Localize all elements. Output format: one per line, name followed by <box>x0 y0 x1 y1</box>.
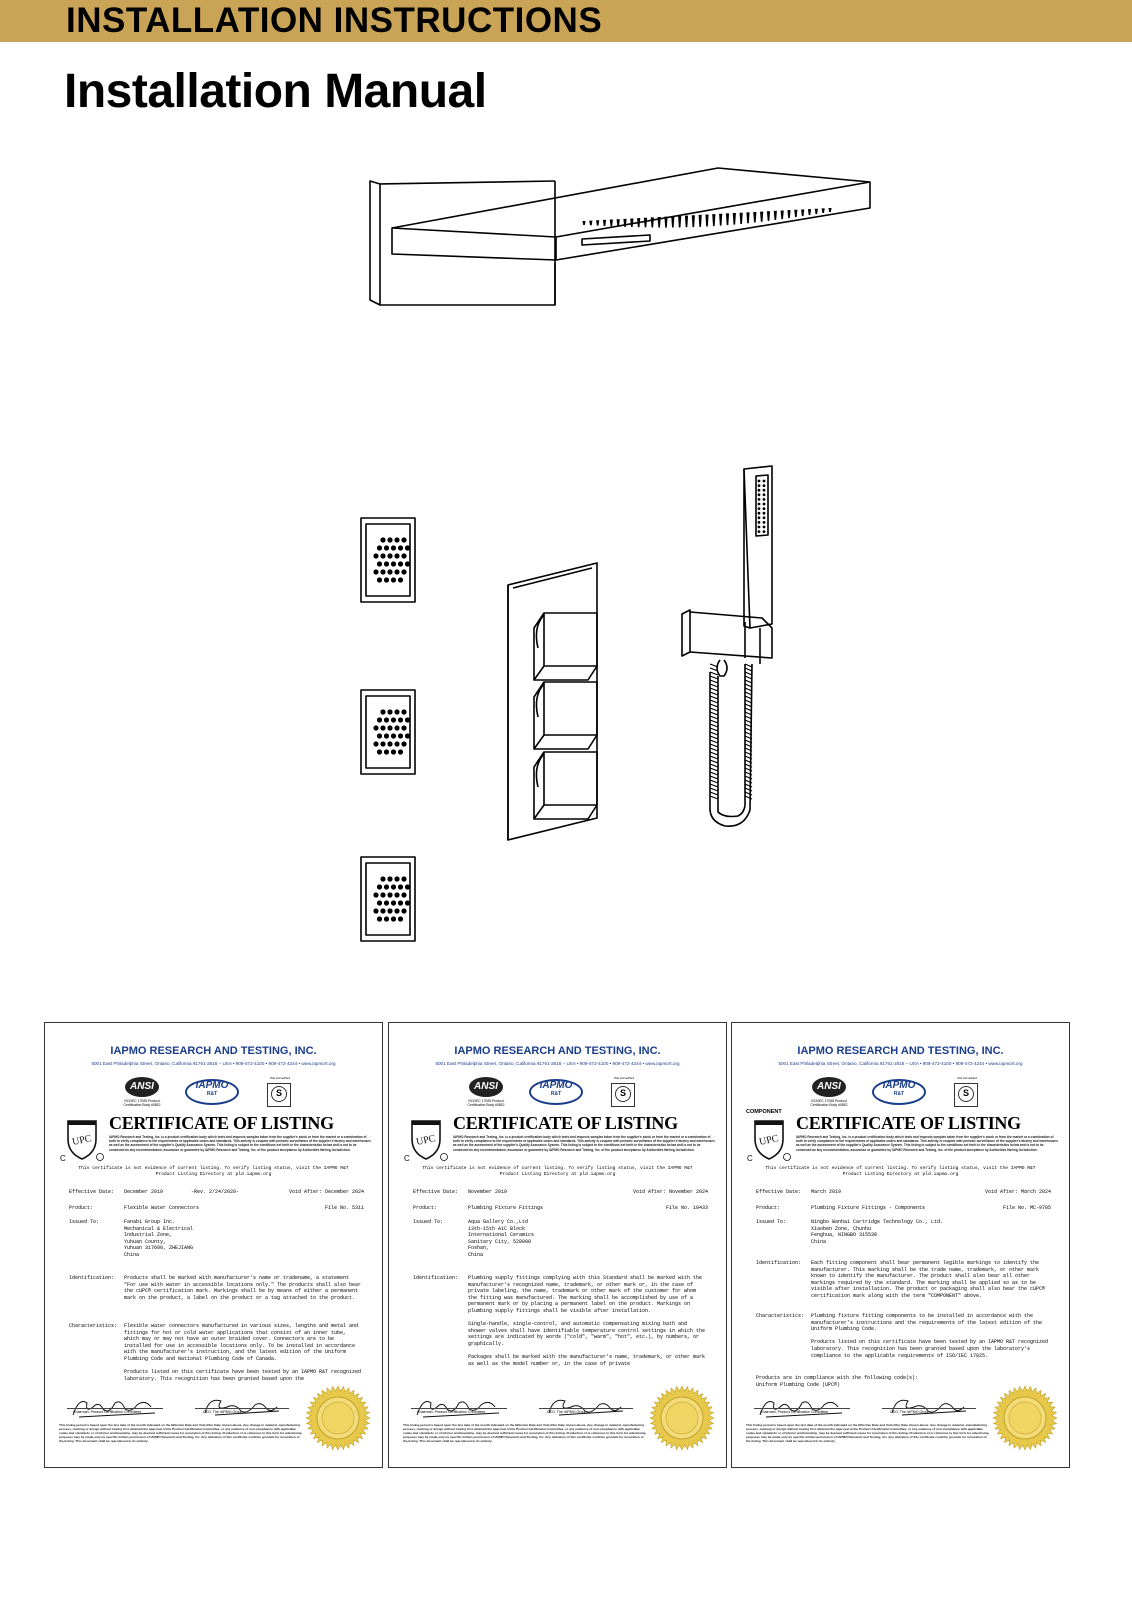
hose-coil-stroke <box>710 736 718 739</box>
hose-coil-stroke <box>710 744 718 747</box>
jet-nozzle <box>373 908 378 913</box>
nozzle <box>705 215 708 227</box>
hose-coil-stroke <box>710 756 718 759</box>
product-label: Product: <box>69 1205 94 1211</box>
revision-date: -Rev. 2/24/2020- <box>191 1189 240 1195</box>
hand-shower-nozzle <box>763 521 766 524</box>
jet-nozzle <box>377 733 382 738</box>
jet-nozzle <box>391 733 396 738</box>
jet-nozzle <box>384 545 389 550</box>
jet-nozzle <box>377 561 382 566</box>
hose-coil-stroke <box>710 764 718 767</box>
jet-nozzle <box>398 561 403 566</box>
listing-notice: This certificate is not evidence of current listing. To verify listing status, visit the IAPMO R&T Product Listing Directory at pld.iapmo.org <box>78 1166 349 1177</box>
certificate-fine-print: IAPMO Research and Testing, Inc. is a product certification body which tests and inspects samples taken from the supplier's stock or from the market or a combination of both to verify compliance to the requirements of applicable codes and standards. This activity is coupled with periodic surveillance of the supplier's factory and warehouses as well as the assessment of the supplier's Quality Assurance System. This listing is subject to the conditions set forth in the characteristics below and is not to be construed as any recommendation, assurance or guarantee by IAPMO Research and Testing, Inc. of the product acceptance by Authorities Having Jurisdiction. <box>109 1135 371 1152</box>
jet-nozzle <box>387 876 392 881</box>
chairman-caption: Chairman, Product Certification Committee <box>417 1410 486 1414</box>
jet-nozzle <box>391 900 396 905</box>
nozzle <box>774 211 777 220</box>
jet-nozzle <box>394 553 399 558</box>
iapmo-logo <box>529 1077 585 1105</box>
hose-coil-stroke <box>710 728 718 731</box>
certificate-footer: This listing period is based upon the last date of the month indicated on the Effective Date and Void After Date shown above. Any change in material, manufacturing process, marking or design without having first obtained the approval of the Product Certification Committee, or any evidence of non-compliance with applicable codes and standards or of inferior workmanship, may be deemed sufficient cause for revocation of this listing. Production of or reference to this form for advertising purposes may be made only by specific written permission of IAPMO Research and Testing, Inc. Any alteration of this certificate could be grounds for revocation of the listing. This document shall be reproduced in its entirety. <box>746 1423 989 1444</box>
jet-nozzle <box>380 569 385 574</box>
jet-nozzle <box>384 561 389 566</box>
jet-nozzle <box>391 561 396 566</box>
hand-shower-nozzle <box>758 526 761 529</box>
iso-caption: ISO Accredited <box>269 1076 290 1080</box>
jet-nozzle <box>394 741 399 746</box>
jet-nozzle <box>394 876 399 881</box>
jet-nozzle <box>387 741 392 746</box>
hose-coil-stroke <box>710 672 718 675</box>
jet-nozzle <box>394 892 399 897</box>
jet-nozzle <box>394 908 399 913</box>
hose-coil-stroke <box>710 796 718 799</box>
product-name: Flexible Water Connectors <box>124 1205 200 1211</box>
nozzle <box>596 220 599 225</box>
nozzle <box>726 213 729 225</box>
certificate-of-listing <box>44 1022 383 1468</box>
void-after: Void After: March 2024 <box>984 1189 1051 1195</box>
ansi-caption: ISO/IEC 17065 Product Certification Body #0852 <box>123 1099 161 1107</box>
nozzle <box>671 216 674 227</box>
hose-coil-stroke <box>710 752 718 755</box>
hose-coil-stroke <box>710 676 718 679</box>
nozzle <box>699 215 702 227</box>
jet-nozzle <box>373 553 378 558</box>
jet-nozzle <box>384 749 389 754</box>
listing-notice: This certificate is not evidence of current listing. To verify listing status, visit the IAPMO R&T Product Listing Directory at pld.iapmo.org <box>422 1166 693 1177</box>
void-after: Void After: November 2024 <box>632 1189 708 1195</box>
nozzle <box>787 210 790 218</box>
nozzle <box>644 218 647 228</box>
iapmo-logo-text: IAPMO <box>882 1080 916 1091</box>
svg-text:UPC: UPC <box>71 1133 93 1148</box>
rain-shower-head-illustration <box>370 168 870 305</box>
ansi-logo: ANSI ISO/IEC 17065 Product Certification Body #0852 <box>123 1077 161 1111</box>
jet-nozzle <box>384 916 389 921</box>
hose-coil-stroke <box>745 672 752 675</box>
nozzle <box>822 208 825 213</box>
hand-shower-nozzle <box>758 530 761 533</box>
ceo-caption: CEO, The IAPMO Group <box>203 1410 243 1414</box>
nozzle <box>664 217 667 228</box>
hose-coil-stroke <box>710 740 718 743</box>
identification-label: Identification: <box>413 1275 459 1281</box>
ansi-logo: ANSI ISO/IEC 17065 Product Certification Body #0852 <box>467 1077 505 1111</box>
hose-coil-stroke <box>710 696 718 699</box>
certificate-fine-print: IAPMO Research and Testing, Inc. is a product certification body which tests and inspects samples taken from the supplier's stock or from the market or a combination of both to verify compliance to the requirements of applicable codes and standards. This activity is coupled with periodic surveillance of the supplier's factory and warehouses as well as the assessment of the supplier's Quality Assurance System. This listing is subject to the conditions set forth in the characteristics below and is not to be construed as any recommendation, assurance or guarantee by IAPMO Research and Testing, Inc. of the product acceptance by Authorities Having Jurisdiction. <box>453 1135 715 1152</box>
hose-coil-stroke <box>710 716 718 719</box>
jet-nozzle <box>380 537 385 542</box>
chairman-caption: Chairman, Product Certification Committee <box>760 1410 829 1414</box>
iapmo-logo-sub: R&T <box>893 1091 905 1097</box>
jet-nozzle <box>394 569 399 574</box>
iso-seal-icon: S <box>958 1086 974 1102</box>
hand-shower-nozzle <box>763 489 766 492</box>
characteristics-text: Flexible water connectors manufactured in various sizes, lengths and metal and fittings for hot or cold water applications that consist of an inner tube, which may or may not have an outer braided cover. Connectors are to be installed for use in accessible locations only. To be installed in accordance with the manufacturer's instruction, and the latest edition of the Uniform Plumbing Code and National Plumbing Code of Canada. Products listed on this certificate have been tested by an IAPMO R&T recognized laboratory. This recognition has been granted based upon the <box>124 1323 362 1382</box>
jet-nozzle <box>380 876 385 881</box>
jet-nozzle <box>401 569 406 574</box>
hose-coil-stroke <box>710 748 718 751</box>
jet-nozzle <box>373 725 378 730</box>
certificate-title: CERTIFICATE OF LISTING <box>109 1113 334 1133</box>
jet-nozzle <box>398 884 403 889</box>
iapmo-logo-text: IAPMO <box>539 1080 573 1091</box>
jet-nozzle <box>391 577 396 582</box>
nozzle <box>719 214 722 226</box>
jet-nozzle <box>398 916 403 921</box>
nozzle <box>712 214 715 226</box>
effective-date-label: Effective Date: <box>69 1189 115 1195</box>
jet-nozzle <box>405 545 410 550</box>
iapmo-logo-text: IAPMO <box>195 1080 229 1091</box>
jet-nozzle <box>380 553 385 558</box>
product-label: Product: <box>756 1205 781 1211</box>
nozzle <box>637 218 640 227</box>
hand-shower-nozzles <box>758 480 766 533</box>
jet-nozzle <box>387 908 392 913</box>
hose-coil-stroke <box>710 760 718 763</box>
nozzle <box>658 217 661 228</box>
nozzle <box>630 218 633 227</box>
jet-nozzle <box>377 884 382 889</box>
hand-shower-nozzle <box>758 493 761 496</box>
banner-title: INSTALLATION INSTRUCTIONS <box>66 1 603 40</box>
hose-coil-stroke <box>710 724 718 727</box>
hose-coil-stroke <box>710 692 718 695</box>
hose-coil-stroke <box>710 792 718 795</box>
hose-coil-stroke <box>710 720 718 723</box>
jet-nozzle <box>401 908 406 913</box>
jet-nozzle <box>377 577 382 582</box>
hose-coil-stroke <box>710 780 718 783</box>
gold-seal-icon <box>992 1385 1058 1451</box>
jet-nozzle <box>377 717 382 722</box>
hand-shower-nozzle <box>763 512 766 515</box>
cupc-mark-icon <box>746 1115 792 1163</box>
iso-accredited-logo <box>265 1077 295 1111</box>
hand-shower-nozzle <box>758 480 761 483</box>
body-jet-bottom <box>361 857 415 941</box>
product-name: Plumbing Fixture Fittings - Components <box>811 1205 926 1211</box>
nozzle <box>746 212 749 223</box>
nozzle <box>740 213 743 224</box>
jet-nozzle <box>398 900 403 905</box>
org-address: 5001 East Philadelphia Street, Ontario, California 91761-2816 – USA • 909-472-4100 • 909-472-4244 • www.iapmort.org <box>778 1061 1023 1066</box>
jet-nozzle <box>401 876 406 881</box>
body-jet-nozzles <box>373 537 410 921</box>
hose-coil-stroke <box>710 684 718 687</box>
iapmo-logo <box>185 1077 241 1105</box>
jet-nozzle <box>405 717 410 722</box>
jet-nozzle <box>380 709 385 714</box>
nozzle <box>760 212 763 222</box>
svg-text:C: C <box>60 1154 66 1163</box>
ceo-caption: CEO, The IAPMO Group <box>890 1410 930 1414</box>
hose-coil-stroke <box>710 704 718 707</box>
org-name: IAPMO RESEARCH AND TESTING, INC. <box>454 1045 661 1057</box>
hand-shower-nozzle <box>763 498 766 501</box>
certificate-of-listing <box>388 1022 727 1468</box>
accreditation-logos <box>467 1077 647 1111</box>
svg-text:UPC: UPC <box>415 1133 437 1148</box>
jet-nozzle <box>377 916 382 921</box>
ansi-logo: ANSI ISO/IEC 17065 Product Certification Body #0852 <box>810 1077 848 1111</box>
hose-coil-stroke <box>710 680 718 683</box>
ceo-caption: CEO, The IAPMO Group <box>547 1410 587 1414</box>
issued-to-label: Issued To: <box>413 1219 444 1225</box>
issued-to: Aqua Gallery Co.,Ltd 13th-15th A1C Block International Ceramics Sanitary City, 528000 Foshan, China <box>468 1219 535 1258</box>
hose-coil-stroke <box>710 688 718 691</box>
jet-nozzle <box>387 553 392 558</box>
jet-nozzle <box>398 749 403 754</box>
jet-nozzle <box>391 717 396 722</box>
nozzle <box>582 221 585 225</box>
hand-shower-illustration <box>682 466 772 826</box>
jet-nozzle <box>384 717 389 722</box>
accreditation-logos <box>123 1077 303 1111</box>
ansi-caption: ISO/IEC 17065 Product Certification Body #0852 <box>467 1099 505 1107</box>
svg-text:C: C <box>747 1154 753 1163</box>
jet-nozzle <box>405 884 410 889</box>
hand-shower-nozzle <box>758 516 761 519</box>
hand-shower-nozzle <box>763 480 766 483</box>
jet-nozzle <box>387 892 392 897</box>
nozzle <box>794 210 797 217</box>
cupc-mark-icon <box>59 1115 105 1163</box>
jet-nozzle <box>373 741 378 746</box>
jet-nozzle <box>384 900 389 905</box>
jet-nozzle <box>401 725 406 730</box>
org-name: IAPMO RESEARCH AND TESTING, INC. <box>797 1045 1004 1057</box>
jet-nozzle <box>377 545 382 550</box>
identification-text: Each fitting component shall bear permanent legible markings to identify the manufacturer. This marking shall be the trade name, trademark, or other mark known to identify the manufacturer. The product shall also bear all other markings required by the standard. The marking shall be applied so as to be visible after installation. The product or packaging shall also bear the cUPC® certification mark along with the term "COMPONENT" above. <box>811 1260 1046 1299</box>
effective-date: March 2019 <box>811 1189 842 1195</box>
jet-nozzle <box>398 577 403 582</box>
org-address: 5001 East Philadelphia Street, Ontario, California 91761-2816 – USA • 909-472-4100 • 909-472-4244 • www.iapmort.org <box>91 1061 336 1066</box>
nozzle <box>678 216 681 228</box>
characteristics-label: Characteristics: <box>756 1313 805 1319</box>
listing-notice: This certificate is not evidence of current listing. To verify listing status, visit the IAPMO R&T Product Listing Directory at pld.iapmo.org <box>765 1166 1036 1177</box>
iso-accredited-logo <box>609 1077 639 1111</box>
iso-seal-icon: S <box>615 1086 631 1102</box>
hand-shower-nozzle <box>763 507 766 510</box>
hand-shower-nozzle <box>758 489 761 492</box>
jet-nozzle <box>391 884 396 889</box>
cupc-mark-icon <box>403 1115 449 1163</box>
nozzle <box>589 221 592 226</box>
iapmo-logo-sub: R&T <box>550 1091 562 1097</box>
nozzle <box>781 211 784 220</box>
code-compliance-text: Products are in compliance with the following code(s): Uniform Plumbing Code (UPC®) <box>756 1375 919 1388</box>
jet-nozzle <box>394 725 399 730</box>
nozzle <box>651 217 654 227</box>
iso-accredited-logo <box>952 1077 982 1111</box>
hose-coil-stroke <box>710 700 718 703</box>
effective-date: December 2019 <box>124 1189 164 1195</box>
jet-nozzle <box>387 709 392 714</box>
hand-shower-nozzle <box>763 484 766 487</box>
nozzle <box>808 209 811 215</box>
jet-nozzle <box>405 900 410 905</box>
certificate-fine-print: IAPMO Research and Testing, Inc. is a product certification body which tests and inspects samples taken from the supplier's stock or from the market or a combination of both to verify compliance to the requirements of applicable codes and standards. This activity is coupled with periodic surveillance of the supplier's factory and warehouses as well as the assessment of the supplier's Quality Assurance System. This listing is subject to the conditions set forth in the characteristics below and is not to be construed as any recommendation, assurance or guarantee by IAPMO Research and Testing, Inc. of the product acceptance by Authorities Having Jurisdiction. <box>796 1135 1058 1152</box>
identification-text: Products shall be marked with manufacturer's name or tradename, a statement "For use with water in accessible locations only." The products shall also bear the cUPC® certification mark. Markings shall be by means of either a permanent mark on the product, a label on the product or a tag attached to the product. <box>124 1275 362 1301</box>
jet-nozzle <box>391 545 396 550</box>
nozzle <box>801 209 804 216</box>
issued-to-label: Issued To: <box>69 1219 100 1225</box>
hose-coil-stroke <box>710 788 718 791</box>
jet-nozzle <box>373 892 378 897</box>
effective-date: November 2019 <box>468 1189 508 1195</box>
component-label: COMPONENT <box>746 1109 782 1115</box>
jet-nozzle <box>387 725 392 730</box>
jet-nozzle <box>373 569 378 574</box>
jet-nozzle <box>401 537 406 542</box>
product-name: Plumbing Fixture Fittings <box>468 1205 544 1211</box>
hose-coil-stroke <box>710 784 718 787</box>
identification-label: Identification: <box>69 1275 115 1281</box>
jet-nozzle <box>401 741 406 746</box>
iapmo-logo <box>872 1077 928 1105</box>
hand-shower-nozzle <box>763 526 766 529</box>
nozzle <box>815 209 818 214</box>
certificate-of-listing <box>731 1022 1070 1468</box>
jet-nozzle <box>380 908 385 913</box>
nozzle <box>610 220 613 227</box>
nozzle <box>767 211 770 221</box>
nozzle <box>733 213 736 225</box>
void-after: Void After: December 2024 <box>288 1189 364 1195</box>
chairman-caption: Chairman, Product Certification Committee <box>73 1410 142 1414</box>
hand-shower-nozzle <box>758 484 761 487</box>
file-number: File No. 10433 <box>665 1205 708 1211</box>
hose-coil-stroke <box>745 680 752 683</box>
jet-nozzle <box>380 892 385 897</box>
jet-nozzle <box>394 709 399 714</box>
hand-shower-nozzle <box>763 516 766 519</box>
issued-to: Fanabi Group Inc. Mechanical & Electrical Industrial Zone, Yuhuan County, Yuhuan 317600, ZHEJIANG China <box>124 1219 194 1258</box>
hose-coil-stroke <box>710 712 718 715</box>
hose-coil-stroke <box>710 776 718 779</box>
jet-nozzle <box>387 569 392 574</box>
identification-label: Identification: <box>756 1260 802 1266</box>
nozzle <box>692 215 695 227</box>
jet-nozzle <box>384 884 389 889</box>
jet-nozzle <box>391 916 396 921</box>
org-address: 5001 East Philadelphia Street, Ontario, California 91761-2816 – USA • 909-472-4100 • 909-472-4244 • www.iapmort.org <box>435 1061 680 1066</box>
jet-nozzle <box>398 717 403 722</box>
nozzle <box>685 216 688 228</box>
iso-caption: ISO Accredited <box>956 1076 977 1080</box>
characteristics-label: Characteristics: <box>69 1323 118 1329</box>
accreditation-logos <box>810 1077 990 1111</box>
file-number: File No. MC-9705 <box>1002 1205 1051 1211</box>
effective-date-label: Effective Date: <box>756 1189 802 1195</box>
valve-trim-illustration <box>508 563 597 840</box>
jet-nozzle <box>384 733 389 738</box>
issued-to: Ningbo Wanhai Cartridge Technology Co., Ltd. Xiaoben Zone, Chunhu Fenghua, NINGBO 315538 China <box>811 1219 944 1245</box>
hand-shower-nozzle <box>758 507 761 510</box>
body-jet-top <box>361 518 415 602</box>
hose-coil-stroke <box>710 772 718 775</box>
hand-shower-nozzle <box>758 521 761 524</box>
iso-caption: ISO Accredited <box>613 1076 634 1080</box>
iapmo-logo-sub: R&T <box>206 1091 218 1097</box>
issued-to-label: Issued To: <box>756 1219 787 1225</box>
certificate-footer: This listing period is based upon the last date of the month indicated on the Effective Date and Void After Date shown above. Any change in material, manufacturing process, marking or design without having first obtained the approval of the Product Certification Committee, or any evidence of non-compliance with applicable codes and standards or of inferior workmanship, may be deemed sufficient cause for revocation of this listing. Production of or reference to this form for advertising purposes may be made only by specific written permission of IAPMO Research and Testing, Inc. Any alteration of this certificate could be grounds for revocation of the listing. This document shall be reproduced in its entirety. <box>59 1423 302 1444</box>
svg-text:UPC: UPC <box>758 1133 780 1148</box>
jet-nozzle <box>391 749 396 754</box>
jet-nozzle <box>387 537 392 542</box>
jet-nozzle <box>405 733 410 738</box>
jet-nozzle <box>405 561 410 566</box>
product-label: Product: <box>413 1205 438 1211</box>
hose-coil-stroke <box>745 664 752 667</box>
jet-nozzle <box>401 892 406 897</box>
hand-shower-nozzle <box>763 493 766 496</box>
svg-text:C: C <box>404 1154 410 1163</box>
gold-seal-icon <box>305 1385 371 1451</box>
manual-title: Installation Manual <box>64 65 487 118</box>
jet-nozzle <box>398 733 403 738</box>
jet-nozzle <box>377 900 382 905</box>
hand-shower-nozzle <box>763 503 766 506</box>
effective-date-label: Effective Date: <box>413 1189 459 1195</box>
hose-coil-stroke <box>710 768 718 771</box>
file-number: File No. 5311 <box>324 1205 364 1211</box>
hand-shower-nozzle <box>758 498 761 501</box>
characteristics-text: Plumbing fixture fitting components to be installed in accordance with the manufacturer's instructions and the requirements of the latest edition of the Uniform Plumbing Code. Products listed on this certificate have been tested by an IAPMO R&T recognized laboratory. This recognition has been granted based upon the laboratory's compliance to the applicable requirements of ISO/IEC 17025. <box>811 1313 1049 1359</box>
hand-shower-nozzle <box>763 530 766 533</box>
gold-seal-icon <box>649 1385 715 1451</box>
certificate-title: CERTIFICATE OF LISTING <box>453 1113 678 1133</box>
certificate-title: CERTIFICATE OF LISTING <box>796 1113 1021 1133</box>
identification-text: Plumbing supply fittings complying with this Standard shall be marked with the manufacturer's recognized name, trademark, or other mark or, in the case of private labeling, the name, trademark or other mark of the customer for whom the fitting was manufactured. The marking shall be accomplished by use of a permanent mark or by placing a permanent label on the product. Markings on plumbing supply fittings shall be visible after installation. Single-handle, single-control, and automatic compensating mixing bath and shower valves shall have identifiable temperature control settings in which the settings are indicated by words ("cold", "warm", "hot", etc.), by numbers, or graphically. Packages shall be marked with the manufacturer's name, trademark, or other mark as well as the model number or, in the case of private <box>468 1275 706 1367</box>
body-jet-middle <box>361 690 415 774</box>
hose-coil-stroke <box>710 732 718 735</box>
hose-coil-stroke <box>745 668 752 671</box>
hand-shower-nozzle <box>758 512 761 515</box>
nozzle <box>753 212 756 223</box>
jet-nozzle <box>394 537 399 542</box>
ansi-caption: ISO/IEC 17065 Product Certification Body #0852 <box>810 1099 848 1107</box>
jet-nozzle <box>380 741 385 746</box>
jet-nozzle <box>377 749 382 754</box>
hand-shower-nozzle <box>758 503 761 506</box>
iso-seal-icon: S <box>271 1086 287 1102</box>
certificate-footer: This listing period is based upon the last date of the month indicated on the Effective Date and Void After Date shown above. Any change in material, manufacturing process, marking or design without having first obtained the approval of the Product Certification Committee, or any evidence of non-compliance with applicable codes and standards or of inferior workmanship, may be deemed sufficient cause for revocation of this listing. Production of or reference to this form for advertising purposes may be made only by specific written permission of IAPMO Research and Testing, Inc. Any alteration of this certificate could be grounds for revocation of the listing. This document shall be reproduced in its entirety. <box>403 1423 646 1444</box>
jet-nozzle <box>384 577 389 582</box>
jet-nozzle <box>401 709 406 714</box>
jet-nozzle <box>380 725 385 730</box>
hose-coil-stroke <box>710 708 718 711</box>
nozzle <box>603 220 606 226</box>
nozzle <box>828 208 831 212</box>
org-name: IAPMO RESEARCH AND TESTING, INC. <box>110 1045 317 1057</box>
hose-coil-stroke <box>745 676 752 679</box>
jet-nozzle <box>398 545 403 550</box>
jet-nozzle <box>401 553 406 558</box>
